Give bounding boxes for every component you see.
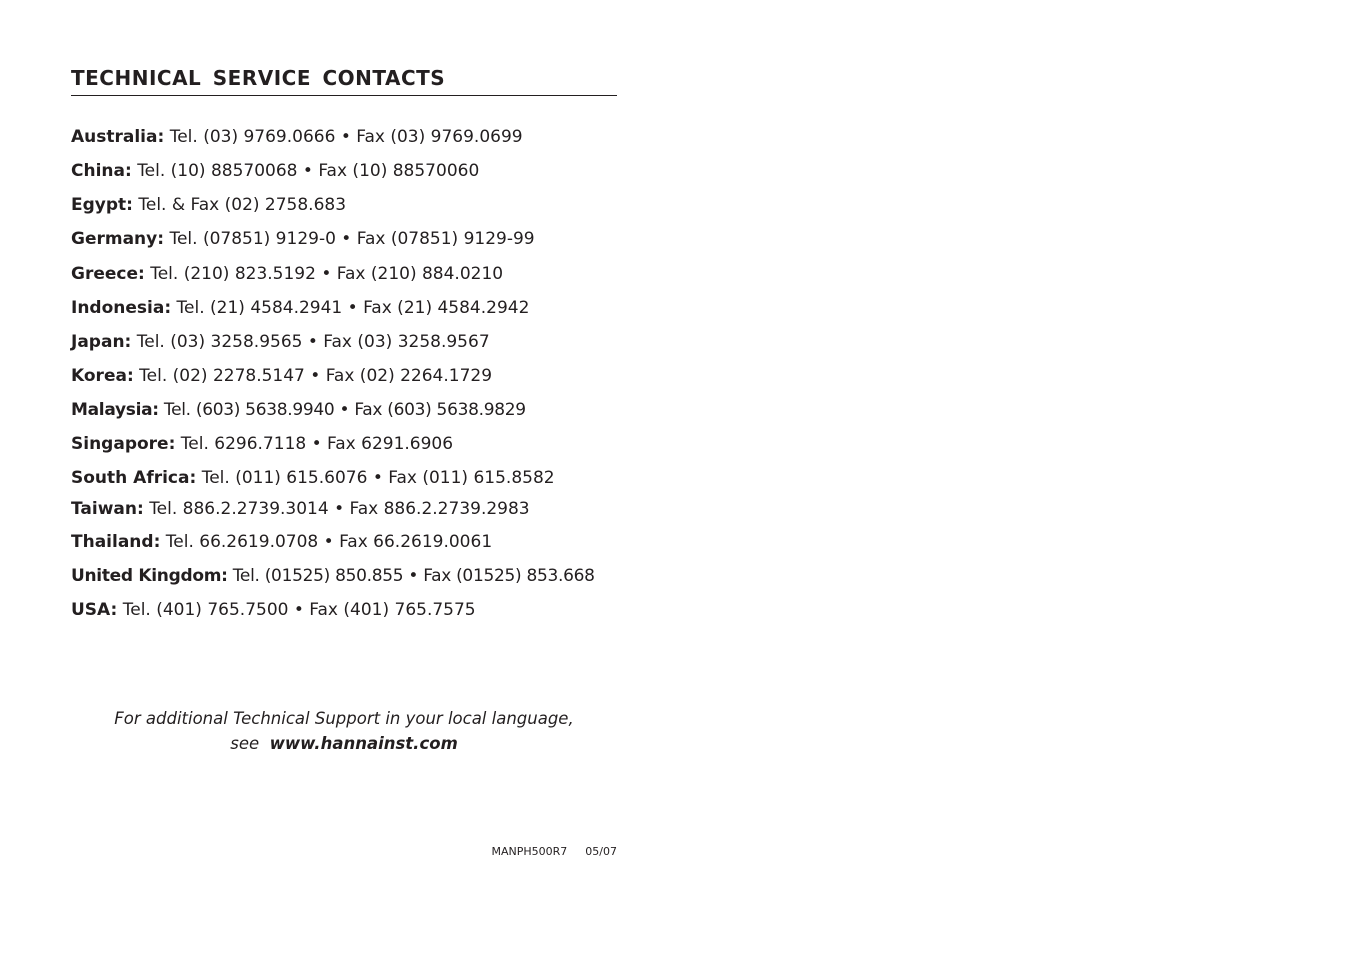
see-text: see — [230, 734, 260, 753]
contact-row-thailand — [71, 531, 492, 553]
contact-numbers: Tel. (07851) 9129-0 • Fax (07851) 9129-99 — [169, 229, 535, 249]
title-underline — [71, 95, 617, 96]
revision-date: 05/07 — [585, 845, 617, 858]
manual-code: MANPH500R7 — [491, 845, 568, 858]
contact-numbers: Tel. (401) 765.7500 • Fax (401) 765.7575 — [122, 600, 476, 620]
country-label: Germany: — [71, 229, 165, 249]
contact-numbers: Tel. 66.2619.0708 • Fax 66.2619.0061 — [165, 532, 493, 552]
country-label: Greece: — [71, 264, 145, 284]
contact-numbers: Tel. (603) 5638.9940 • Fax (603) 5638.9829 — [163, 400, 526, 420]
page-title: TECHNICAL SERVICE CONTACTS — [71, 66, 446, 90]
contact-numbers: Tel. (03) 3258.9565 • Fax (03) 3258.9567 — [136, 332, 490, 352]
country-label: Thailand: — [71, 532, 161, 552]
contact-numbers: Tel. (03) 9769.0666 • Fax (03) 9769.0699 — [169, 127, 523, 147]
support-url-line — [71, 731, 617, 756]
support-line: For additional Technical Support in your local language, — [114, 709, 574, 728]
country-label: Indonesia: — [71, 298, 172, 318]
contact-numbers: Tel. & Fax (02) 2758.683 — [138, 195, 347, 215]
contact-row-usa — [71, 599, 476, 621]
country-label: China: — [71, 161, 132, 181]
contact-row-singapore — [71, 433, 453, 455]
contact-row-united-kingdom — [71, 565, 595, 587]
contact-row-south-africa — [71, 467, 555, 489]
country-label: South Africa: — [71, 468, 197, 488]
contact-row-korea — [71, 365, 492, 387]
contact-numbers: Tel. 886.2.2739.3014 • Fax 886.2.2739.2983 — [149, 499, 530, 519]
contact-row-malaysia — [71, 399, 526, 421]
contact-numbers: Tel. 6296.7118 • Fax 6291.6906 — [180, 434, 454, 454]
country-label: Taiwan: — [71, 499, 144, 519]
country-label: Malaysia: — [71, 400, 159, 420]
country-label: Singapore: — [71, 434, 176, 454]
country-label: Australia: — [71, 127, 165, 147]
contact-numbers: Tel. (02) 2278.5147 • Fax (02) 2264.1729 — [139, 366, 493, 386]
contact-row-egypt — [71, 194, 346, 216]
contact-numbers: Tel. (210) 823.5192 • Fax (210) 884.0210 — [150, 264, 504, 284]
country-label: Korea: — [71, 366, 134, 386]
contact-row-china — [71, 160, 479, 182]
contact-numbers: Tel. (01525) 850.855 • Fax (01525) 853.668 — [232, 566, 595, 586]
contact-numbers: Tel. (21) 4584.2941 • Fax (21) 4584.2942 — [176, 298, 530, 318]
contact-row-taiwan — [71, 498, 530, 520]
contact-row-australia — [71, 126, 523, 148]
country-label: United Kingdom: — [71, 566, 228, 586]
contact-row-greece — [71, 263, 503, 285]
contact-numbers: Tel. (10) 88570068 • Fax (10) 88570060 — [137, 161, 480, 181]
website-link[interactable]: www.hannainst.com — [269, 734, 458, 753]
contact-row-germany — [71, 228, 535, 250]
contact-row-japan — [71, 331, 490, 353]
document-page — [71, 0, 617, 954]
country-label: USA: — [71, 600, 118, 620]
country-label: Egypt: — [71, 195, 133, 215]
country-label: Japan: — [71, 332, 132, 352]
support-note — [71, 706, 617, 756]
contact-numbers: Tel. (011) 615.6076 • Fax (011) 615.8582 — [201, 468, 555, 488]
footer-code — [492, 845, 618, 859]
contact-row-indonesia — [71, 297, 529, 319]
